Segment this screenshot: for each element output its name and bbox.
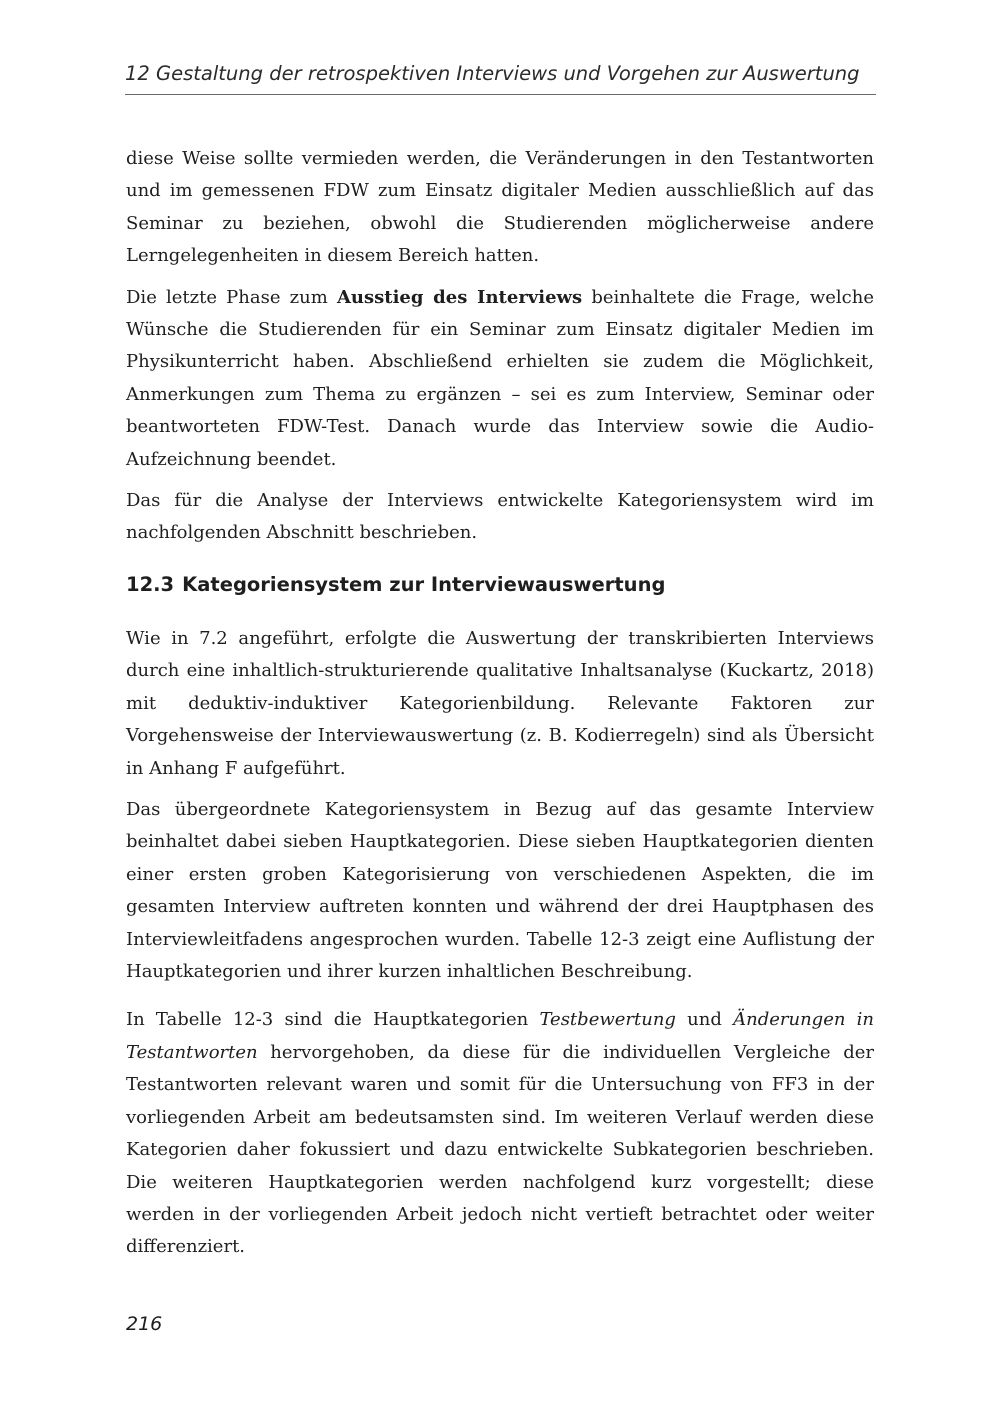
paragraph: Das übergeordnete Kategoriensystem in Bezug auf das gesamte Interview beinhaltet dabei sieben Hauptkategorien. Diese sieben Hauptkategorien dienten einer ersten groben Kategorisierung von verschiedenen Aspekten, die im gesamten Interview auftreten konnten und während der drei Hauptphasen des Interviewleitfadens angesprochen wurden. Tabelle 12-3 zeigt eine Auflistung der Hauptkategorien und ihrer kurzen inhaltlichen Beschreibung. — [126, 799, 874, 983]
running-header: 12 Gestaltung der retrospektiven Interviews und Vorgehen zur Auswertung — [125, 62, 860, 85]
paragraph-text: beinhaltete die Frage, welche Wünsche die Studierenden für ein Seminar zum Einsatz digitaler Medien im Physikunterricht haben. Abschließend erhielten sie zudem die Möglichkeit, Anmerkungen zum Thema zu ergänzen – sei es zum Interview, Seminar oder beantworteten FDW-Test. Danach wurde das Interview sowie die Audio-Aufzeichnung beendet. — [126, 286, 874, 470]
page-number: 216 — [126, 1313, 163, 1335]
italic-term: Änderungen in Testantworten — [126, 1009, 874, 1063]
paragraph-text: hervorgehoben, da diese für die individuellen Vergleiche der Testantworten relevant waren und somit für die Untersuchung von FF3 in der vorliegenden Arbeit am bedeutsamsten sind. Im weiteren Verlauf werden diese Kategorien daher fokussiert und dazu entwickelte Subkategorien beschrieben. Die weiteren Hauptkategorien werden nachfolgend kurz vorgestellt; diese werden in der vorliegenden Arbeit jedoch nicht vertieft betrachtet oder weiter differenziert. — [126, 1041, 874, 1258]
text-block-top — [126, 143, 874, 550]
header-rule — [125, 94, 876, 95]
paragraph: diese Weise sollte vermieden werden, die Veränderungen in den Testantworten und im gemessenen FDW zum Einsatz digitaler Medien ausschließlich auf das Seminar zu beziehen, obwohl die Studierenden möglicherweise andere Lerngelegenheiten in diesem Bereich hatten. — [126, 148, 874, 267]
paragraph: Wie in 7.2 angeführt, erfolgte die Auswertung der transkribierten Interviews durch eine inhaltlich-strukturierende qualitative Inhaltsanalyse (Kuckartz, 2018) mit deduktiv-induktiver Kategorienbildung. Relevante Faktoren zur Vorgehensweise der Interviewauswertung (z. B. Kodierregeln) sind als Übersicht in Anhang F aufgeführt. — [126, 628, 874, 779]
section-number: 12.3 — [126, 573, 175, 596]
bold-term: Ausstieg des Interviews — [336, 286, 583, 308]
section-heading — [126, 571, 874, 599]
paragraph-text: In Tabelle 12-3 sind die Hauptkategorien — [126, 1009, 540, 1031]
paragraph — [126, 282, 874, 476]
paragraph: Das für die Analyse der Interviews entwickelte Kategoriensystem wird im nachfolgenden Abschnitt beschrieben. — [126, 490, 874, 544]
paragraph-text: Die letzte Phase zum — [126, 286, 337, 308]
section-title: Kategoriensystem zur Interviewauswertung — [182, 573, 666, 596]
paragraph — [126, 1004, 874, 1263]
paragraph-text: und — [675, 1009, 734, 1031]
italic-term: Testbewertung — [539, 1009, 676, 1031]
text-block-bottom — [126, 623, 874, 1264]
